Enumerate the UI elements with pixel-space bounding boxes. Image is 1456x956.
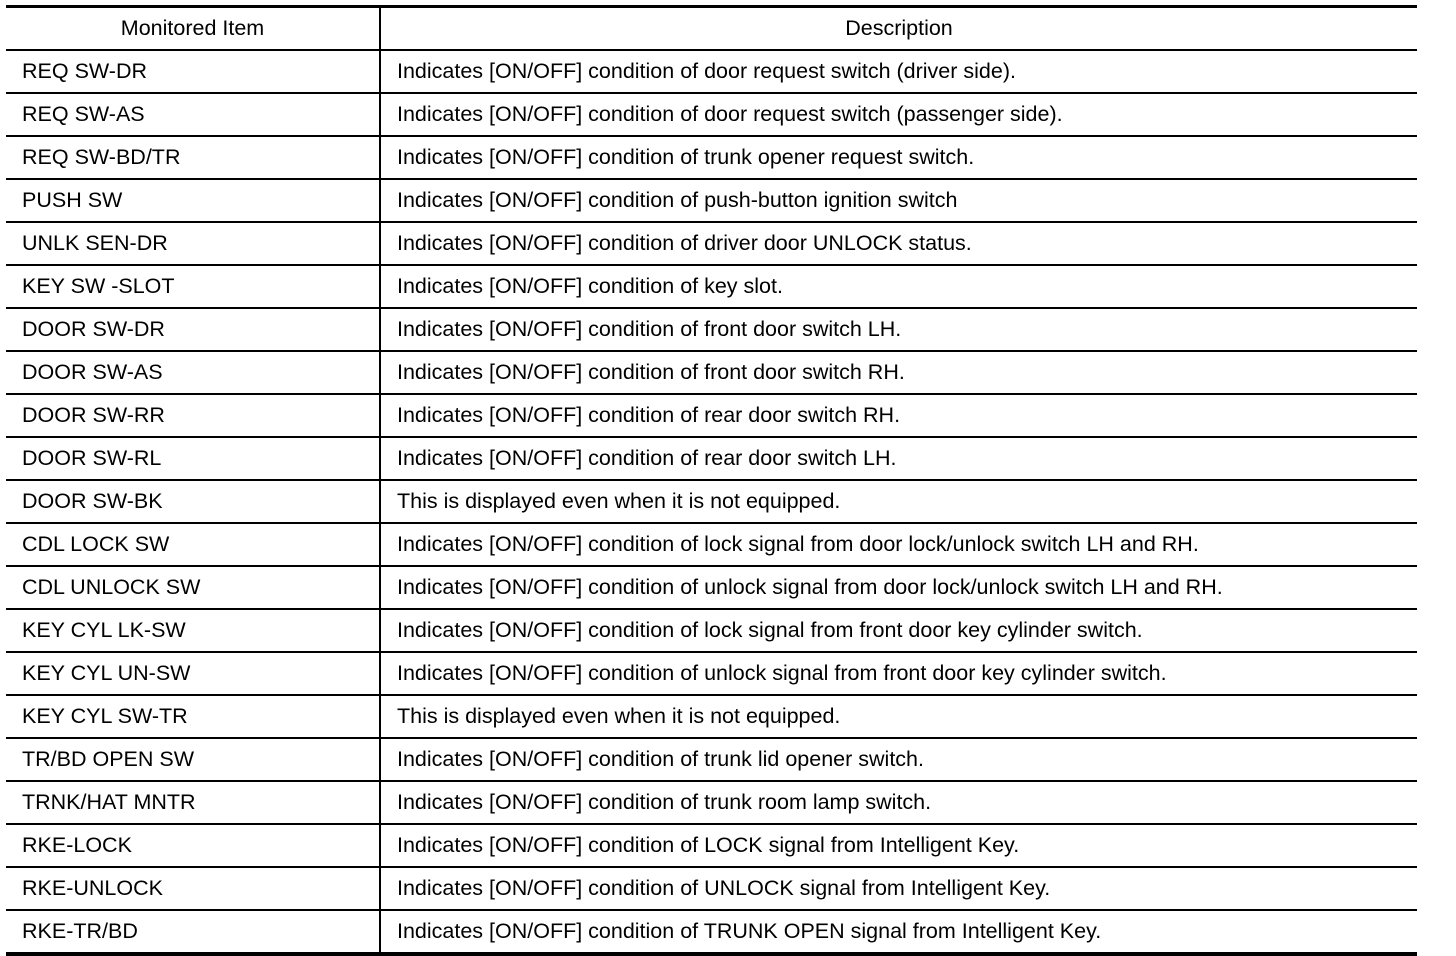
header-row xyxy=(6,7,1417,51)
description-cell: Indicates [ON/OFF] condition of front door switch LH. xyxy=(380,308,1417,351)
table-row xyxy=(6,179,1417,222)
monitored-item-cell: KEY CYL UN-SW xyxy=(6,652,380,695)
table-row xyxy=(6,824,1417,867)
table-row xyxy=(6,136,1417,179)
table-row xyxy=(6,695,1417,738)
monitored-item-cell: REQ SW-AS xyxy=(6,93,380,136)
monitored-item-cell: UNLK SEN-DR xyxy=(6,222,380,265)
monitored-item-cell: TR/BD OPEN SW xyxy=(6,738,380,781)
description-cell: Indicates [ON/OFF] condition of driver door UNLOCK status. xyxy=(380,222,1417,265)
monitored-items-table xyxy=(6,5,1417,956)
monitored-item-cell: RKE-LOCK xyxy=(6,824,380,867)
table-header xyxy=(6,7,1417,51)
monitored-item-cell: KEY CYL SW-TR xyxy=(6,695,380,738)
description-cell: Indicates [ON/OFF] condition of lock signal from door lock/unlock switch LH and RH. xyxy=(380,523,1417,566)
description-cell: Indicates [ON/OFF] condition of UNLOCK signal from Intelligent Key. xyxy=(380,867,1417,910)
description-cell: Indicates [ON/OFF] condition of rear door switch RH. xyxy=(380,394,1417,437)
description-cell: Indicates [ON/OFF] condition of lock signal from front door key cylinder switch. xyxy=(380,609,1417,652)
table-row xyxy=(6,437,1417,480)
monitored-item-cell: CDL UNLOCK SW xyxy=(6,566,380,609)
table-row xyxy=(6,652,1417,695)
table-row xyxy=(6,394,1417,437)
monitored-item-cell: KEY CYL LK-SW xyxy=(6,609,380,652)
description-cell: Indicates [ON/OFF] condition of unlock signal from door lock/unlock switch LH and RH. xyxy=(380,566,1417,609)
table-row xyxy=(6,351,1417,394)
description-cell: Indicates [ON/OFF] condition of door request switch (driver side). xyxy=(380,50,1417,93)
description-cell: Indicates [ON/OFF] condition of trunk opener request switch. xyxy=(380,136,1417,179)
monitored-item-cell: REQ SW-BD/TR xyxy=(6,136,380,179)
monitored-item-cell: PUSH SW xyxy=(6,179,380,222)
description-cell: This is displayed even when it is not equipped. xyxy=(380,480,1417,523)
table-row xyxy=(6,738,1417,781)
header-description: Description xyxy=(380,7,1417,51)
description-cell: Indicates [ON/OFF] condition of unlock signal from front door key cylinder switch. xyxy=(380,652,1417,695)
description-cell: Indicates [ON/OFF] condition of front door switch RH. xyxy=(380,351,1417,394)
table-row xyxy=(6,781,1417,824)
description-cell: Indicates [ON/OFF] condition of push-button ignition switch xyxy=(380,179,1417,222)
monitored-item-cell: RKE-TR/BD xyxy=(6,910,380,954)
table-row xyxy=(6,867,1417,910)
monitored-item-cell: DOOR SW-BK xyxy=(6,480,380,523)
table-row xyxy=(6,523,1417,566)
monitored-item-cell: REQ SW-DR xyxy=(6,50,380,93)
table-row xyxy=(6,609,1417,652)
description-cell: Indicates [ON/OFF] condition of trunk lid opener switch. xyxy=(380,738,1417,781)
description-cell: Indicates [ON/OFF] condition of door request switch (passenger side). xyxy=(380,93,1417,136)
table-row xyxy=(6,480,1417,523)
description-cell: Indicates [ON/OFF] condition of key slot. xyxy=(380,265,1417,308)
monitored-item-cell: DOOR SW-RL xyxy=(6,437,380,480)
header-monitored-item: Monitored Item xyxy=(6,7,380,51)
monitored-item-cell: TRNK/HAT MNTR xyxy=(6,781,380,824)
table-row xyxy=(6,222,1417,265)
table-row xyxy=(6,265,1417,308)
table-row xyxy=(6,566,1417,609)
table-row xyxy=(6,308,1417,351)
description-cell: Indicates [ON/OFF] condition of rear door switch LH. xyxy=(380,437,1417,480)
monitored-item-cell: CDL LOCK SW xyxy=(6,523,380,566)
monitored-item-cell: RKE-UNLOCK xyxy=(6,867,380,910)
description-cell: This is displayed even when it is not equipped. xyxy=(380,695,1417,738)
table-body xyxy=(6,50,1417,954)
description-cell: Indicates [ON/OFF] condition of TRUNK OPEN signal from Intelligent Key. xyxy=(380,910,1417,954)
description-cell: Indicates [ON/OFF] condition of trunk room lamp switch. xyxy=(380,781,1417,824)
description-cell: Indicates [ON/OFF] condition of LOCK signal from Intelligent Key. xyxy=(380,824,1417,867)
monitored-item-cell: DOOR SW-AS xyxy=(6,351,380,394)
monitored-item-cell: DOOR SW-DR xyxy=(6,308,380,351)
table-row xyxy=(6,50,1417,93)
table-row xyxy=(6,93,1417,136)
table-row xyxy=(6,910,1417,954)
monitored-item-cell: DOOR SW-RR xyxy=(6,394,380,437)
monitored-item-cell: KEY SW -SLOT xyxy=(6,265,380,308)
